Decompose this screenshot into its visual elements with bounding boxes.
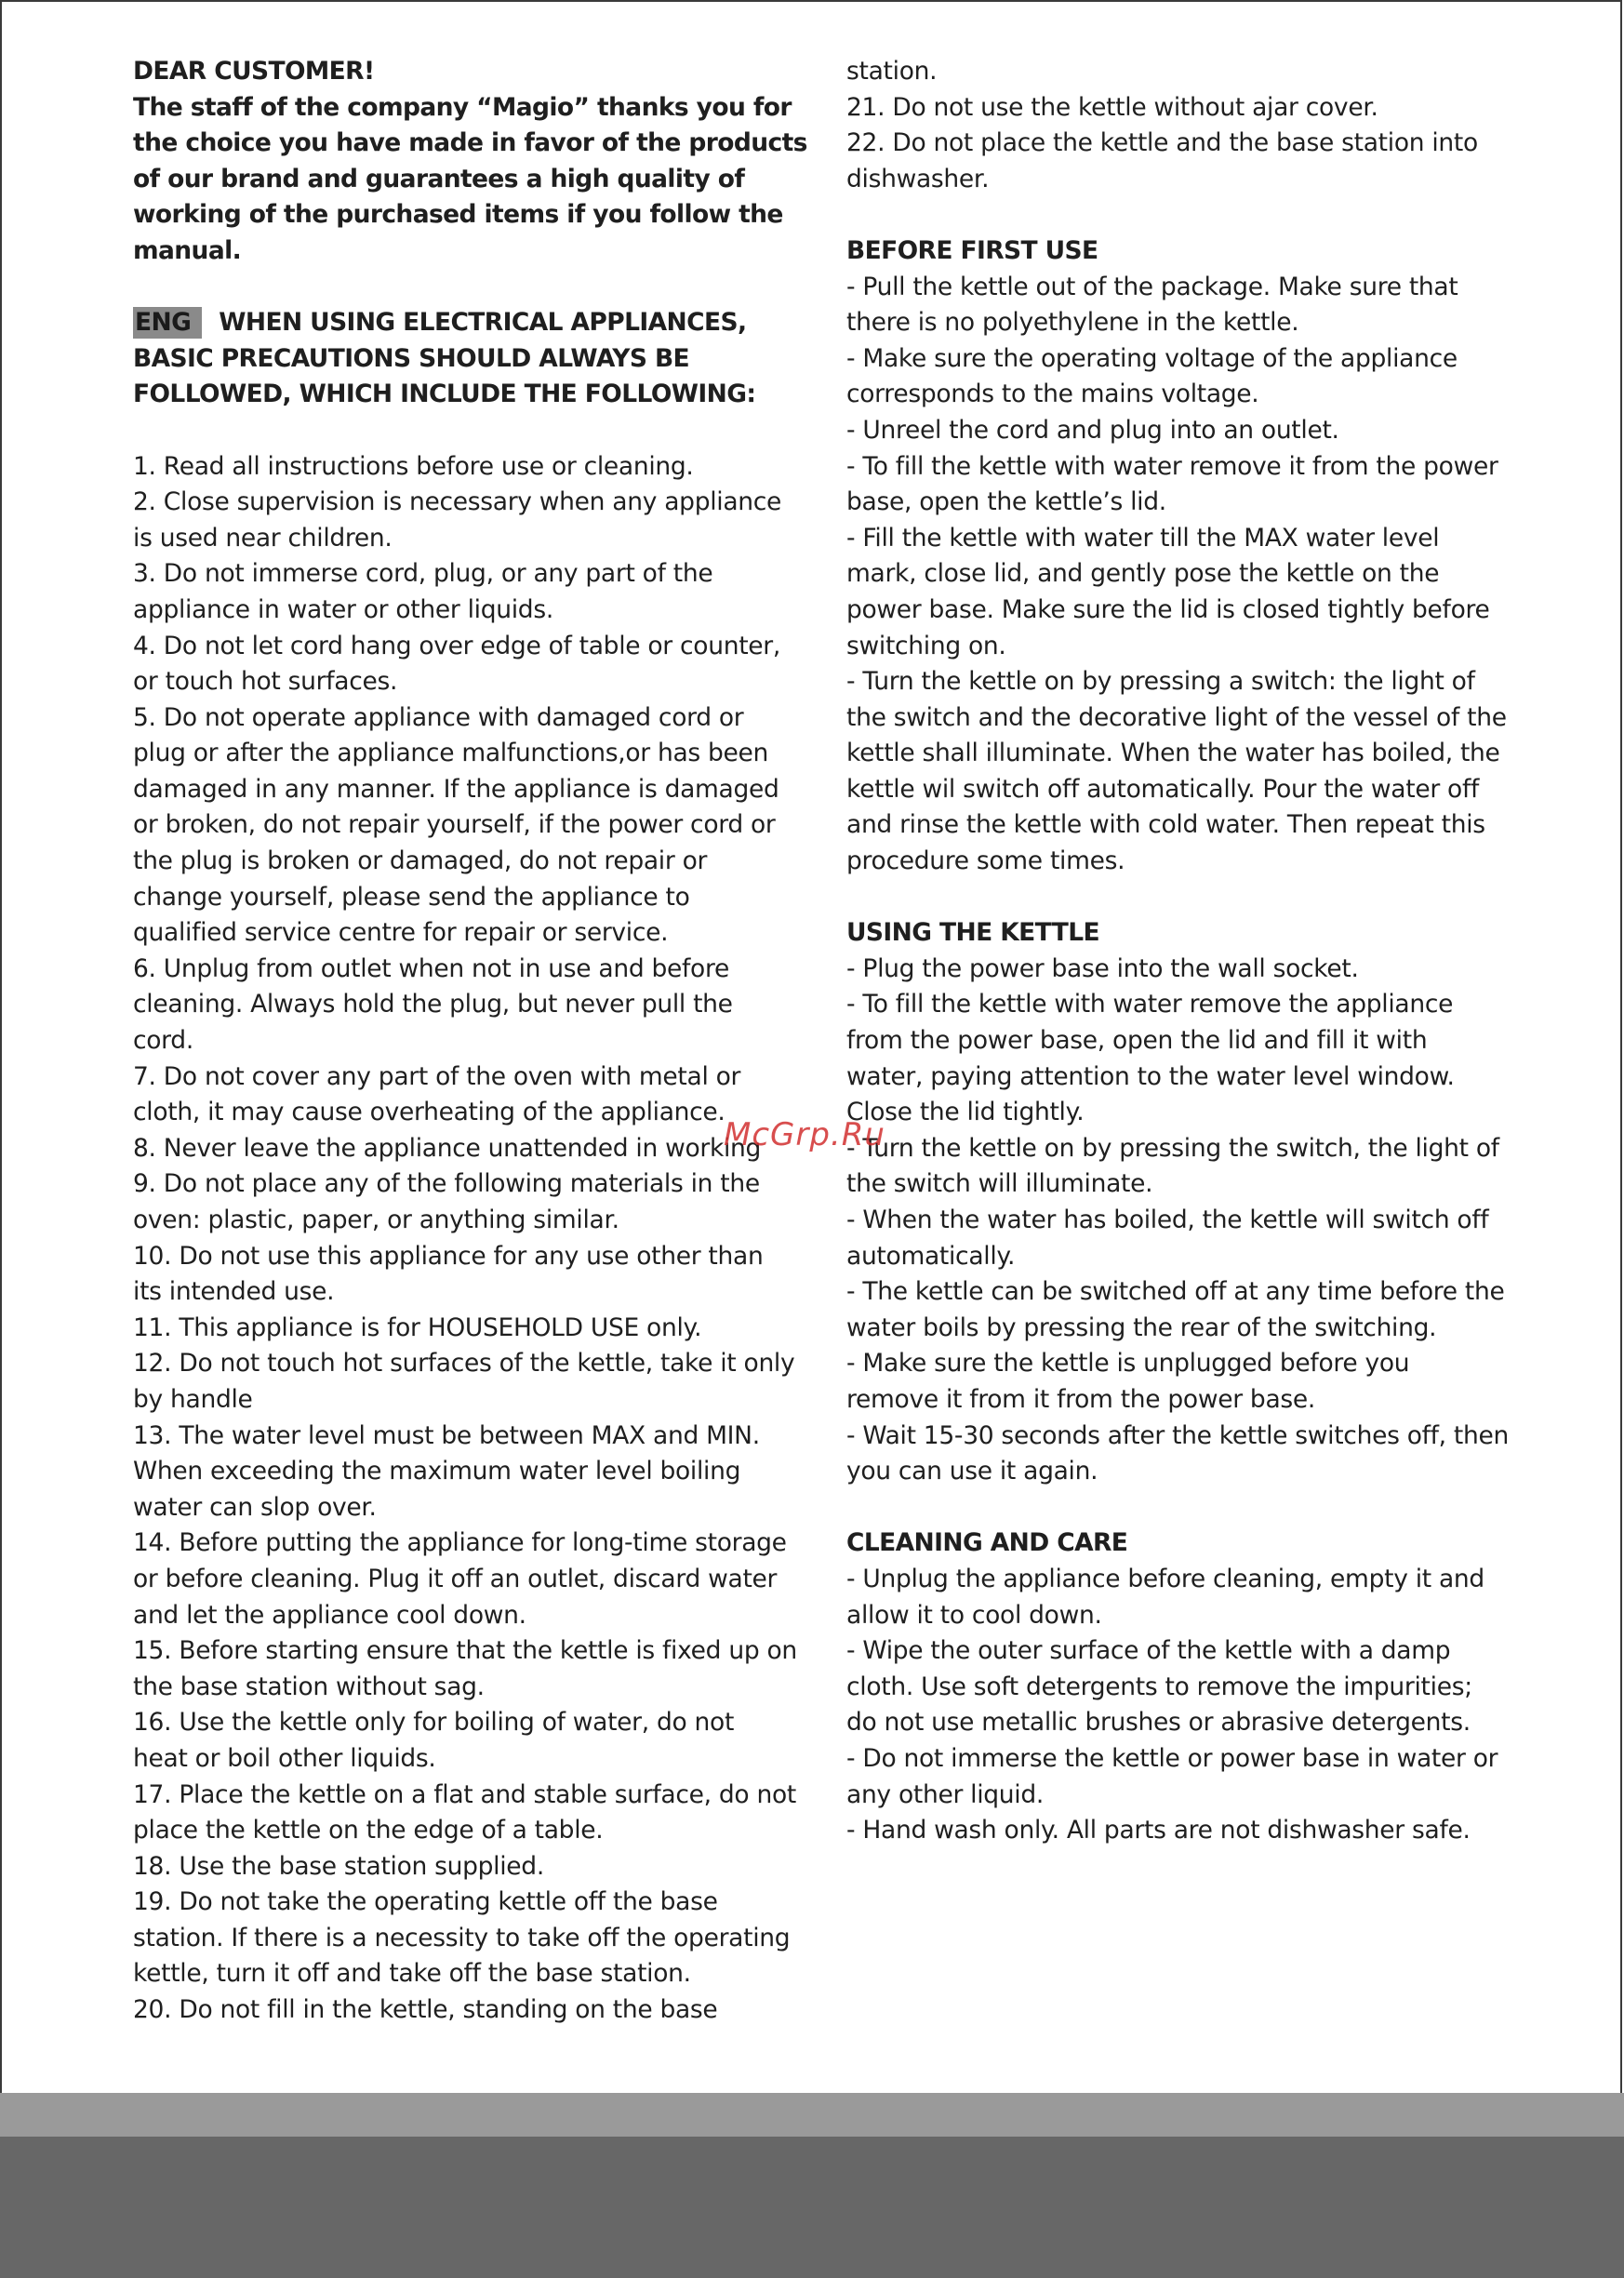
section-line: kettle wil switch off automatically. Pour the water off [846, 774, 1480, 804]
greeting-line: of our brand and guarantees a high quality of [133, 164, 745, 193]
section-line: Close the lid tightly. [846, 1098, 1085, 1127]
precaution-line: 11. This appliance is for HOUSEHOLD USE only. [133, 1312, 702, 1342]
section-line: automatically. [846, 1241, 1016, 1271]
precautions-heading-line: FOLLOWED, WHICH INCLUDE THE FOLLOWING: [133, 380, 756, 409]
precaution-line: cord. [133, 1026, 193, 1056]
precaution-line: station. [846, 57, 938, 86]
section-line: - To fill the kettle with water remove the appliance [846, 990, 1454, 1019]
section-line: base, open the kettle’s lid. [846, 487, 1166, 517]
section-line: allow it to cool down. [846, 1600, 1102, 1630]
section-line: - Turn the kettle on by pressing a switch: the light of [846, 667, 1475, 697]
precaution-line: 21. Do not use the kettle without ajar cover. [846, 92, 1378, 122]
section-line: there is no polyethylene in the kettle. [846, 308, 1299, 338]
section-line: - When the water has boiled, the kettle will switch off [846, 1206, 1489, 1234]
precaution-line: 12. Do not touch hot surfaces of the kettle, take it only [133, 1349, 795, 1379]
section-line: water, paying attention to the water level window. [846, 1061, 1455, 1091]
precaution-line: 19. Do not take the operating kettle off the base [133, 1887, 718, 1917]
precaution-line: 18. Use the base station supplied. [133, 1851, 544, 1881]
precaution-line: 7. Do not cover any part of the oven with metal or [133, 1061, 741, 1091]
section-line: - Make sure the kettle is unplugged before you [846, 1349, 1410, 1379]
section-line: procedure some times. [846, 846, 1125, 876]
precaution-line: 8. Never leave the appliance unattended in working [133, 1133, 762, 1163]
using-the-kettle-section [846, 915, 1525, 1490]
precaution-line: plug or after the appliance malfunctions,or has been [133, 739, 769, 768]
section-heading: CLEANING AND CARE [846, 1528, 1128, 1558]
section-line: - Pull the kettle out of the package. Make sure that [846, 272, 1458, 301]
precaution-line: 17. Place the kettle on a flat and stable surface, do not [133, 1779, 796, 1809]
watermark: McGrp.Ru [724, 1116, 885, 1153]
precaution-line: 13. The water level must be between MAX and MIN. [133, 1420, 760, 1450]
precaution-line: 5. Do not operate appliance with damaged cord or [133, 702, 744, 732]
precaution-line: dishwasher. [846, 164, 990, 193]
footer-band-dark [0, 2137, 1624, 2278]
precaution-line: 15. Before starting ensure that the kettle is fixed up on [133, 1636, 797, 1666]
precautions-heading-line: BASIC PRECAUTIONS SHOULD ALWAYS BE [133, 343, 690, 373]
cleaning-and-care-section [846, 1525, 1525, 1848]
section-line: - Hand wash only. All parts are not dishwasher safe. [846, 1816, 1471, 1845]
section-line: switching on. [846, 631, 1006, 660]
section-line: power base. Make sure the lid is closed tightly before [846, 594, 1490, 624]
precaution-line: 20. Do not fill in the kettle, standing on the base [133, 1995, 718, 2025]
precaution-line: or before cleaning. Plug it off an outlet, discard water [133, 1564, 778, 1593]
section-line: the switch and the decorative light of the vessel of the [846, 702, 1507, 732]
greeting-line: working of the purchased items if you follow the [133, 200, 783, 230]
section-line: - To fill the kettle with water remove it from the power [846, 451, 1498, 481]
precaution-line: its intended use. [133, 1277, 335, 1307]
precaution-line: appliance in water or other liquids. [133, 594, 553, 624]
precaution-line: damaged in any manner. If the appliance is damaged [133, 774, 779, 804]
section-line: mark, close lid, and gently pose the kettle on the [846, 559, 1440, 589]
precaution-line: 4. Do not let cord hang over edge of table or counter, [133, 631, 781, 660]
precaution-line: by handle [133, 1384, 253, 1414]
section-line: corresponds to the mains voltage. [846, 380, 1259, 409]
precaution-line: 1. Read all instructions before use or cleaning. [133, 451, 694, 481]
section-line: - The kettle can be switched off at any time before the [846, 1277, 1505, 1307]
precaution-line: is used near children. [133, 523, 393, 553]
precaution-line: change yourself, please send the appliance to [133, 882, 690, 912]
footer-band-light [0, 2093, 1624, 2137]
section-line: - Do not immerse the kettle or power base in water or [846, 1743, 1498, 1773]
language-tag: ENG [133, 307, 202, 339]
greeting-line: manual. [133, 235, 242, 265]
section-line: - Plug the power base into the wall socket. [846, 953, 1359, 983]
section-line: remove it from it from the power base. [846, 1384, 1316, 1414]
precaution-line: 6. Unplug from outlet when not in use and before [133, 953, 729, 983]
greeting-paragraph [133, 90, 812, 270]
section-line: kettle shall illuminate. When the water has boiled, the [846, 739, 1500, 768]
precaution-line: place the kettle on the edge of a table. [133, 1816, 604, 1845]
precaution-line: heat or boil other liquids. [133, 1743, 436, 1773]
precaution-line: 10. Do not use this appliance for any use other than [133, 1241, 764, 1271]
greeting-line: The staff of the company “Magio” thanks you for [133, 92, 792, 122]
section-line: from the power base, open the lid and fill it with [846, 1026, 1428, 1056]
right-column [846, 54, 1525, 1849]
left-column [133, 54, 812, 2029]
section-line: - Make sure the operating voltage of the appliance [846, 343, 1458, 373]
section-line: cloth. Use soft detergents to remove the impurities; [846, 1672, 1472, 1701]
section-line: - Unreel the cord and plug into an outlet. [846, 415, 1339, 445]
section-line: the switch will illuminate. [846, 1169, 1153, 1199]
section-line: - Wait 15-30 seconds after the kettle switches off, then [846, 1420, 1510, 1450]
precautions-list [133, 449, 812, 2029]
precautions-heading [133, 305, 812, 413]
precaution-line: and let the appliance cool down. [133, 1600, 526, 1630]
section-line: do not use metallic brushes or abrasive detergents. [846, 1708, 1471, 1738]
precaution-line: When exceeding the maximum water level boiling [133, 1457, 741, 1486]
section-line: water boils by pressing the rear of the switching. [846, 1312, 1437, 1342]
continued-precautions [846, 54, 1525, 197]
precaution-line: qualified service centre for repair or service. [133, 918, 669, 948]
precaution-line: 14. Before putting the appliance for long-time storage [133, 1528, 787, 1558]
precaution-line: station. If there is a necessity to take off the operating [133, 1923, 791, 1952]
section-line: - Turn the kettle on by pressing the switch, the light of [846, 1133, 1499, 1163]
section-heading: BEFORE FIRST USE [846, 235, 1098, 265]
precaution-line: 2. Close supervision is necessary when any appliance [133, 487, 782, 517]
precaution-line: oven: plastic, paper, or anything similar. [133, 1206, 619, 1234]
section-line: and rinse the kettle with cold water. Then repeat this [846, 810, 1485, 840]
precaution-line: water can slop over. [133, 1492, 377, 1522]
precaution-line: 9. Do not place any of the following materials in the [133, 1169, 760, 1199]
section-line: you can use it again. [846, 1457, 1098, 1486]
precaution-line: cleaning. Always hold the plug, but never pull the [133, 990, 733, 1019]
precautions-heading-text: WHEN USING ELECTRICAL APPLIANCES, [219, 308, 747, 338]
greeting-line: the choice you have made in favor of the products [133, 128, 807, 158]
precaution-line: 22. Do not place the kettle and the base station into [846, 128, 1478, 158]
greeting-title: DEAR CUSTOMER! [133, 57, 375, 86]
precaution-line: 3. Do not immerse cord, plug, or any part of the [133, 559, 713, 589]
section-heading: USING THE KETTLE [846, 918, 1099, 948]
before-first-use-section [846, 233, 1525, 880]
section-line: any other liquid. [846, 1779, 1045, 1809]
precaution-line: cloth, it may cause overheating of the appliance. [133, 1098, 725, 1127]
section-line: - Fill the kettle with water till the MAX water level [846, 523, 1440, 553]
precautions-heading-line [133, 305, 812, 341]
precaution-line: kettle, turn it off and take off the base station. [133, 1959, 691, 1989]
precaution-line: 16. Use the kettle only for boiling of water, do not [133, 1708, 735, 1738]
section-line: - Wipe the outer surface of the kettle with a damp [846, 1636, 1451, 1666]
precaution-line: or touch hot surfaces. [133, 667, 398, 697]
precaution-line: the base station without sag. [133, 1672, 485, 1701]
precaution-line: the plug is broken or damaged, do not repair or [133, 846, 708, 876]
section-line: - Unplug the appliance before cleaning, empty it and [846, 1564, 1484, 1593]
precaution-line: or broken, do not repair yourself, if the power cord or [133, 810, 776, 840]
